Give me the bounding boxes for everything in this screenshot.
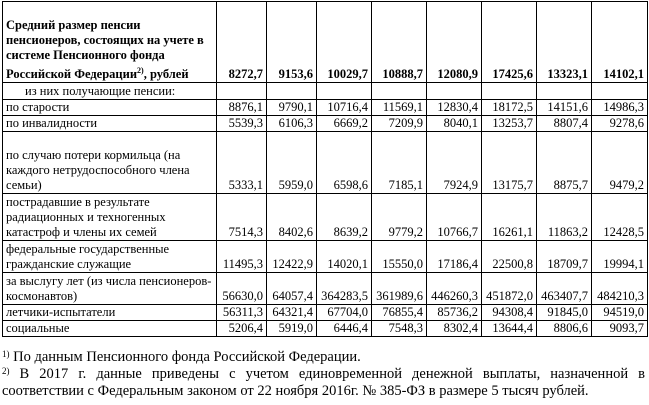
empty-cell [482, 83, 537, 100]
row-value: 6669,2 [317, 116, 372, 132]
header-value-cell: 8272,7 [217, 2, 267, 83]
row-value: 364283,5 [317, 273, 372, 305]
row-value: 5333,1 [217, 132, 267, 194]
table-row [3, 305, 648, 321]
row-value: 6106,3 [267, 116, 317, 132]
subheader-cell: из них получающие пенсии: [3, 83, 217, 100]
row-value: 463407,7 [537, 273, 592, 305]
row-value: 8302,4 [427, 321, 482, 337]
row-value: 8402,6 [267, 194, 317, 241]
row-value: 22500,8 [482, 241, 537, 273]
row-value: 8876,1 [217, 100, 267, 116]
row-value: 6598,6 [317, 132, 372, 194]
row-value: 7514,3 [217, 194, 267, 241]
row-value: 12830,4 [427, 100, 482, 116]
table-row [3, 100, 648, 116]
row-value: 94308,4 [482, 305, 537, 321]
row-value: 91845,0 [537, 305, 592, 321]
row-value: 12422,9 [267, 241, 317, 273]
row-value: 11495,3 [217, 241, 267, 273]
row-value: 9779,2 [372, 194, 427, 241]
row-value: 9479,2 [592, 132, 648, 194]
empty-cell [537, 83, 592, 100]
footnote-mark: 2) [2, 366, 10, 376]
table-row [3, 273, 648, 305]
row-value: 8806,6 [537, 321, 592, 337]
header-value-cell: 13323,1 [537, 2, 592, 83]
footnote [2, 366, 645, 400]
row-value: 64321,4 [267, 305, 317, 321]
row-value: 8875,7 [537, 132, 592, 194]
row-label: за выслугу лет (из числа пенсионеров-космонавтов) [3, 273, 217, 305]
row-value: 85736,2 [427, 305, 482, 321]
row-value: 64057,4 [267, 273, 317, 305]
subheader-row [3, 83, 648, 100]
row-value: 7209,9 [372, 116, 427, 132]
empty-cell [217, 83, 267, 100]
row-value: 15550,0 [372, 241, 427, 273]
row-value: 5206,4 [217, 321, 267, 337]
table-row [3, 194, 648, 241]
row-value: 11863,2 [537, 194, 592, 241]
row-label: летчики-испытатели [3, 305, 217, 321]
header-label-suffix: , рублей [143, 67, 189, 81]
empty-cell [427, 83, 482, 100]
header-value-cell: 17425,6 [482, 2, 537, 83]
row-value: 446260,3 [427, 273, 482, 305]
row-value: 10716,4 [317, 100, 372, 116]
empty-cell [592, 83, 648, 100]
row-value: 8639,2 [317, 194, 372, 241]
header-row [3, 2, 648, 83]
header-value-cell: 10029,7 [317, 2, 372, 83]
empty-cell [372, 83, 427, 100]
footnote-text: В 2017 г. данные приведены с учетом единовременной денежной выплаты, назначенной в соответствии с Федеральным законом от 22 ноября 2016г. № 385-ФЗ в размере 5 тысяч рублей. [2, 366, 645, 399]
row-value: 18709,7 [537, 241, 592, 273]
row-value: 8807,4 [537, 116, 592, 132]
row-value: 9790,1 [267, 100, 317, 116]
row-value: 7185,1 [372, 132, 427, 194]
row-value: 56311,3 [217, 305, 267, 321]
row-value: 13175,7 [482, 132, 537, 194]
row-value: 6446,4 [317, 321, 372, 337]
row-value: 5959,0 [267, 132, 317, 194]
row-value: 18172,5 [482, 100, 537, 116]
row-value: 13644,4 [482, 321, 537, 337]
row-value: 19994,1 [592, 241, 648, 273]
row-value: 9278,6 [592, 116, 648, 132]
row-value: 8040,1 [427, 116, 482, 132]
row-label: федеральные государственные гражданские служащие [3, 241, 217, 273]
row-value: 361989,6 [372, 273, 427, 305]
table-row [3, 321, 648, 337]
footnote-mark: 1) [2, 349, 10, 359]
row-value: 5919,0 [267, 321, 317, 337]
row-value: 12428,5 [592, 194, 648, 241]
row-label: по случаю потери кормильца (на каждого нетрудоспособного члена семьи) [3, 132, 217, 194]
row-value: 67704,0 [317, 305, 372, 321]
row-value: 10766,7 [427, 194, 482, 241]
row-label: социальные [3, 321, 217, 337]
header-footnote-mark: 2) [137, 65, 144, 75]
header-value-cell: 12080,9 [427, 2, 482, 83]
row-value: 5539,3 [217, 116, 267, 132]
header-label: Средний размер пенсии пенсионеров, состоящих на учете в системе Пенсионного фонда Российской Федерации [6, 17, 204, 81]
header-value-cell: 10888,7 [372, 2, 427, 83]
row-value: 14151,6 [537, 100, 592, 116]
row-value: 16261,1 [482, 194, 537, 241]
empty-cell [267, 83, 317, 100]
row-label: пострадавшие в результате радиационных и техногенных катастроф и члены их семей [3, 194, 217, 241]
row-value: 76855,4 [372, 305, 427, 321]
row-value: 14020,1 [317, 241, 372, 273]
header-label-cell [3, 2, 217, 83]
row-value: 7924,9 [427, 132, 482, 194]
row-label: по инвалидности [3, 116, 217, 132]
row-value: 484210,3 [592, 273, 648, 305]
footnote-text: По данным Пенсионного фонда Российской Федерации. [9, 349, 361, 365]
row-value: 11569,1 [372, 100, 427, 116]
row-value: 7548,3 [372, 321, 427, 337]
row-value: 56630,0 [217, 273, 267, 305]
row-value: 9093,7 [592, 321, 648, 337]
footnote [2, 349, 645, 366]
row-value: 94519,0 [592, 305, 648, 321]
table-row [3, 116, 648, 132]
pension-table [2, 1, 648, 337]
row-value: 451872,0 [482, 273, 537, 305]
row-label: по старости [3, 100, 217, 116]
table-row [3, 241, 648, 273]
header-value-cell: 14102,1 [592, 2, 648, 83]
row-value: 17186,4 [427, 241, 482, 273]
row-value: 13253,7 [482, 116, 537, 132]
header-value-cell: 9153,6 [267, 2, 317, 83]
row-value: 14986,3 [592, 100, 648, 116]
empty-cell [317, 83, 372, 100]
table-row [3, 132, 648, 194]
footnotes [2, 349, 645, 400]
